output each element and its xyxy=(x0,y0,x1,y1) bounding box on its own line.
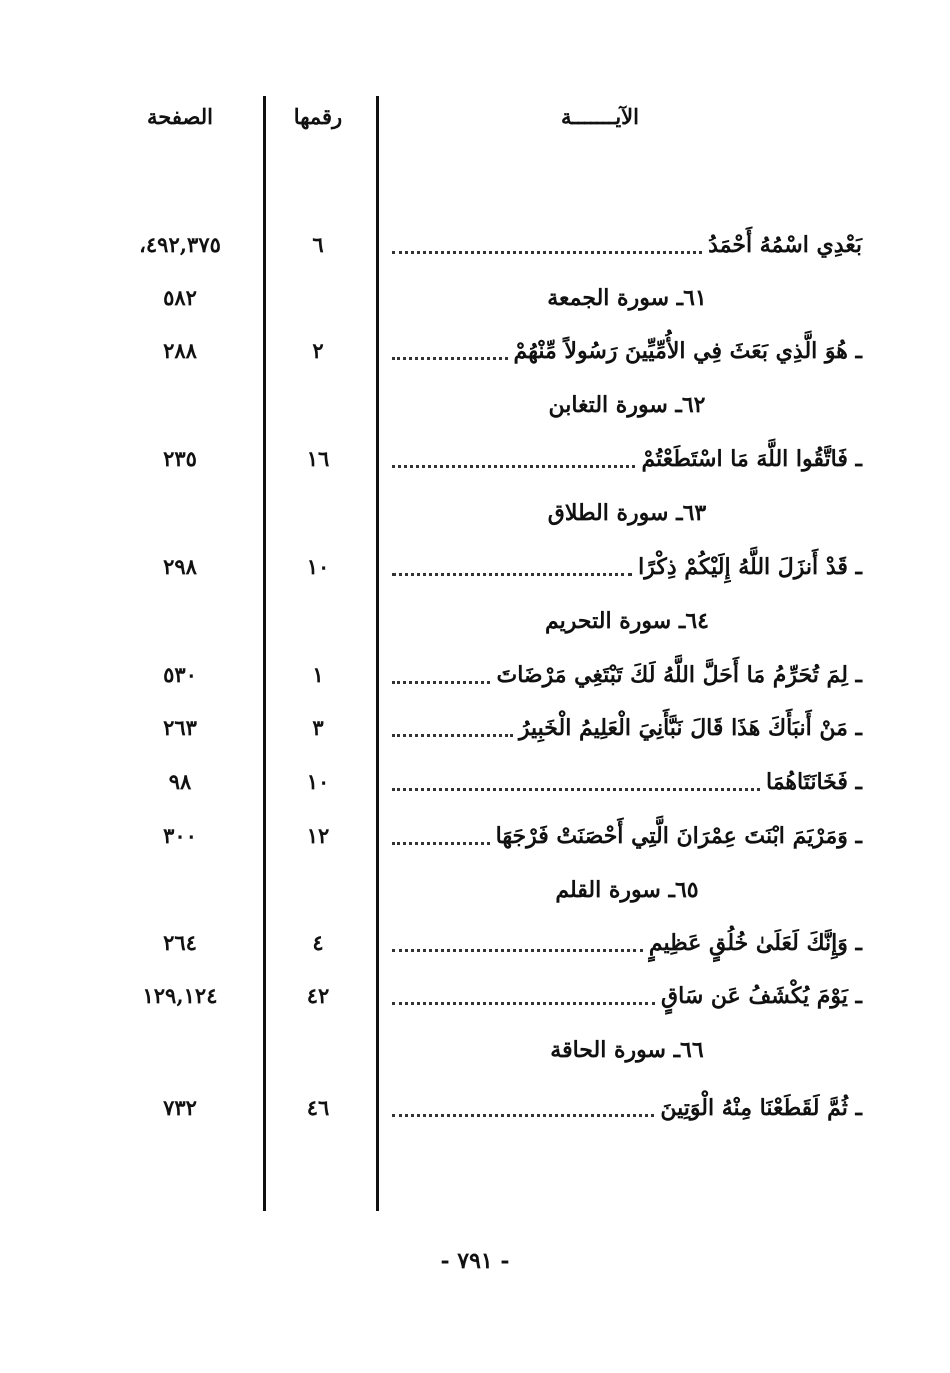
verse-number-cell: ٤٦ xyxy=(306,1095,330,1120)
page-cell: ٢٦٣ xyxy=(163,715,197,740)
page-cell xyxy=(110,596,250,646)
surah-heading-row xyxy=(0,488,950,538)
surah-title: ٦١ـ سورة الجمعة xyxy=(547,285,707,311)
verse-row xyxy=(0,757,950,807)
verse-number-cell: ٤٢ xyxy=(306,983,330,1008)
verse-row xyxy=(0,434,950,484)
verse-cell xyxy=(392,703,862,753)
verse-row xyxy=(0,220,950,270)
verse-text: ـ مَنْ أَنبَأَكَ هَذَا قَالَ نَبَّأَنِيَ الْعَلِيمُ الْخَبِيرُ xyxy=(518,715,862,741)
verse-number-cell: ٣ xyxy=(312,715,324,740)
verse-cell xyxy=(392,326,862,376)
page-cell: ٥٣٠ xyxy=(163,662,197,687)
surah-title: ٦٤ـ سورة التحريم xyxy=(545,608,709,634)
surah-heading-row xyxy=(0,1025,950,1075)
verse-row xyxy=(0,650,950,700)
verse-cell xyxy=(392,811,862,861)
header-verse: الآيـــــــة xyxy=(561,104,639,129)
dot-leader xyxy=(392,842,490,845)
verse-cell xyxy=(392,434,862,484)
page-cell xyxy=(110,865,250,915)
surah-heading-row xyxy=(0,865,950,915)
verse-cell xyxy=(392,1083,862,1133)
surah-title: ٦٢ـ سورة التغابن xyxy=(548,392,706,418)
verse-cell xyxy=(392,971,862,1021)
page-cell: ٧٣٢ xyxy=(163,1095,197,1120)
dot-leader xyxy=(392,681,490,684)
page-cell: ،٤٩٢,٣٧٥ xyxy=(139,232,221,257)
dot-leader xyxy=(392,465,635,468)
verse-number-cell: ١٢ xyxy=(306,823,330,848)
header-number: رقمها xyxy=(293,104,343,129)
dot-leader xyxy=(392,1002,655,1005)
page-cell: ٩٨ xyxy=(168,769,192,794)
surah-heading-row xyxy=(0,273,950,323)
verse-number-cell: ٤ xyxy=(312,930,324,955)
surah-title: ٦٣ـ سورة الطلاق xyxy=(547,500,707,526)
page-cell: ٢٩٨ xyxy=(163,554,197,579)
verse-row xyxy=(0,703,950,753)
surah-heading-row xyxy=(0,380,950,430)
verse-cell xyxy=(392,650,862,700)
page-cell xyxy=(110,488,250,538)
verse-text: ـ وَإِنَّكَ لَعَلَىٰ خُلُقٍ عَظِيمٍ xyxy=(648,930,862,956)
verse-text: ـ يَوْمَ يُكْشَفُ عَن سَاقٍ xyxy=(661,983,862,1009)
dot-leader xyxy=(392,949,643,952)
verse-row xyxy=(0,326,950,376)
page-cell xyxy=(110,1025,250,1075)
verse-text: ـ فَخَانَتَاهُمَا xyxy=(765,769,862,795)
verse-row xyxy=(0,971,950,1021)
verse-number-cell: ٦ xyxy=(312,232,324,257)
verse-number-cell: ١٦ xyxy=(306,446,330,471)
verse-row xyxy=(0,811,950,861)
surah-title: ٦٦ـ سورة الحاقة xyxy=(550,1037,704,1063)
verse-cell xyxy=(392,220,862,270)
header-page: الصفحة xyxy=(147,104,213,129)
dot-leader xyxy=(392,788,760,791)
page-cell: ٢٦٤ xyxy=(163,930,197,955)
page-cell: ٢٣٥ xyxy=(163,446,197,471)
verse-row xyxy=(0,918,950,968)
dot-leader xyxy=(392,251,702,254)
verse-cell xyxy=(392,757,862,807)
page-cell xyxy=(110,380,250,430)
verse-text: ـ قَدْ أَنزَلَ اللَّهُ إِلَيْكُمْ ذِكْرًا xyxy=(638,554,862,580)
verse-cell xyxy=(392,542,862,592)
surah-heading-row xyxy=(0,596,950,646)
verse-text: ـ فَاتَّقُوا اللَّهَ مَا اسْتَطَعْتُمْ xyxy=(641,446,862,472)
page-number: - ٧٩١ - xyxy=(440,1248,510,1274)
dot-leader xyxy=(392,734,513,737)
verse-row xyxy=(0,1083,950,1133)
dot-leader xyxy=(392,357,508,360)
verse-number-cell: ١ xyxy=(312,662,324,687)
dot-leader xyxy=(392,573,632,576)
page-cell: ٣٠٠ xyxy=(163,823,197,848)
verse-text: ـ هُوَ الَّذِي بَعَثَ فِي الأُمِّيِّينَ رَسُولاً مِّنْهُمْ xyxy=(513,338,862,364)
verse-text: ـ وَمَرْيَمَ ابْنَتَ عِمْرَانَ الَّتِي أَحْصَنَتْ فَرْجَهَا xyxy=(495,823,862,849)
page-cell: ٥٨٢ xyxy=(163,285,197,310)
surah-title: ٦٥ـ سورة القلم xyxy=(555,877,699,903)
verse-text: ـ لِمَ تُحَرِّمُ مَا أَحَلَّ اللَّهُ لَكَ تَبْتَغِي مَرْضَاتَ xyxy=(496,662,862,688)
verse-number-cell: ١٠ xyxy=(306,554,330,579)
page-cell: ١٢٩,١٢٤ xyxy=(142,983,218,1008)
verse-text: ـ ثُمَّ لَقَطَعْنَا مِنْهُ الْوَتِينَ xyxy=(660,1095,862,1121)
page-cell: ٢٨٨ xyxy=(163,338,197,363)
verse-number-cell: ٢ xyxy=(312,338,324,363)
verse-cell xyxy=(392,918,862,968)
verse-text: بَعْدِي اسْمُهُ أَحْمَدُ xyxy=(708,232,862,258)
dot-leader xyxy=(392,1114,654,1117)
verse-row xyxy=(0,542,950,592)
verse-number-cell: ١٠ xyxy=(306,769,330,794)
